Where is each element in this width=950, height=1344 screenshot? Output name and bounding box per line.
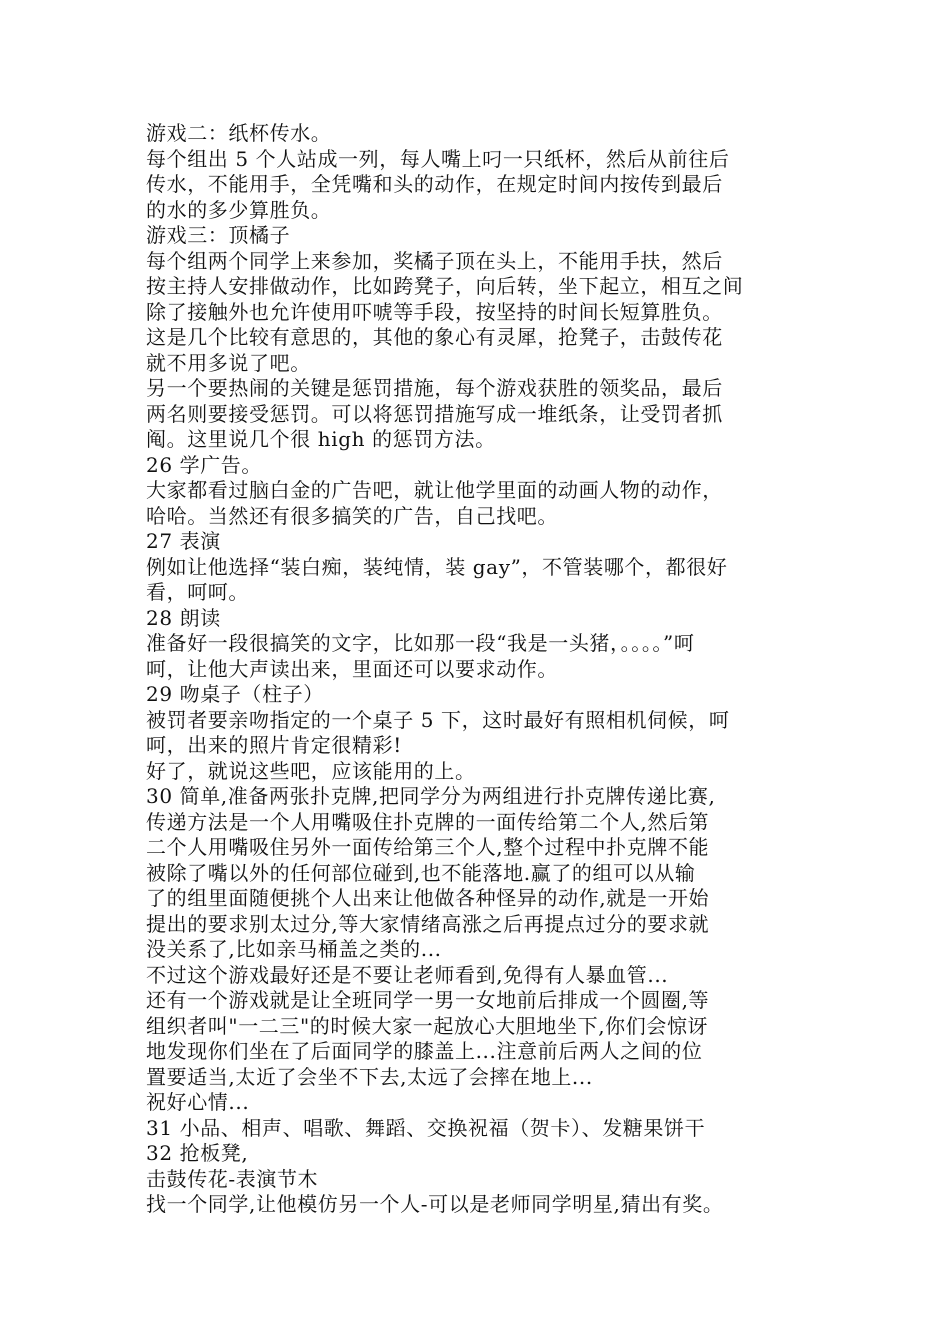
text-line: 32 抢板凳, — [146, 1141, 249, 1165]
text-line: 游戏二：纸杯传水。 — [146, 121, 332, 145]
document-body — [146, 121, 826, 1218]
text-line: 地发现你们坐在了后面同学的膝盖上...注意前后两人之间的位 — [146, 1039, 703, 1063]
text-line: 传递方法是一个人用嘴吸住扑克牌的一面传给第二个人,然后第 — [146, 809, 710, 834]
text-line: 28 朗读 — [146, 605, 221, 630]
text-line: 27 表演 — [146, 529, 221, 553]
text-line: 呵，让他大声读出来，里面还可以要求动作。 — [146, 656, 558, 681]
text-line: 的水的多少算胜负。 — [146, 197, 332, 222]
text-line: 两名则要接受惩罚。可以将惩罚措施写成一堆纸条，让受罚者抓 — [146, 401, 723, 426]
text-line: 二个人用嘴吸住另外一面传给第三个人,整个过程中扑克牌不能 — [146, 835, 710, 859]
text-line: 呵，出来的照片肯定很精彩! — [146, 733, 402, 757]
text-line: 看，呵呵。 — [146, 580, 249, 604]
text-line: 30 简单,准备两张扑克牌,把同学分为两组进行扑克牌传递比赛, — [146, 784, 716, 808]
text-line: 这是几个比较有意思的，其他的象心有灵犀，抢凳子，击鼓传花 — [146, 325, 723, 349]
text-line: 了的组里面随便挑个人出来让他做各种怪异的动作,就是一开始 — [146, 886, 710, 910]
text-line: 击鼓传花-表演节木 — [146, 1166, 319, 1191]
text-line: 提出的要求别太过分,等大家情绪高涨之后再提点过分的要求就 — [146, 911, 710, 936]
text-line: 例如让他选择“装白痴，装纯情，装 gay”，不管装哪个，都很好 — [146, 554, 728, 579]
text-line: 置要适当,太近了会坐不下去,太远了会摔在地上... — [146, 1064, 593, 1089]
text-line: 被罚者要亲吻指定的一个桌子 5 下，这时最好有照相机伺候，呵 — [146, 707, 730, 732]
text-line: 被除了嘴以外的任何部位碰到,也不能落地.赢了的组可以从输 — [146, 860, 696, 885]
text-line: 游戏三：顶橘子 — [146, 223, 291, 247]
text-line: 不过这个游戏最好还是不要让老师看到,免得有人暴血管... — [146, 962, 669, 987]
text-line: 就不用多说了吧。 — [146, 350, 311, 375]
text-line: 没关系了,比如亲马桶盖之类的... — [146, 937, 442, 961]
text-line: 31 小品、相声、唱歌、舞蹈、交换祝福（贺卡）、发糖果饼干 — [146, 1115, 706, 1140]
text-line: 按主持人安排做动作，比如跨凳子，向后转，坐下起立，相互之间 — [146, 274, 744, 298]
text-line: 每个组出 5 个人站成一列，每人嘴上叼一只纸杯，然后从前往后 — [146, 146, 730, 171]
text-line: 29 吻桌子（柱子） — [146, 682, 324, 706]
text-line: 大家都看过脑白金的广告吧，就让他学里面的动画人物的动作， — [146, 478, 723, 502]
text-line: 准备好一段很搞笑的文字，比如那一段“我是一头猪，。。。。”呵 — [146, 631, 695, 655]
text-line: 传水，不能用手，全凭嘴和头的动作，在规定时间内按传到最后 — [146, 172, 723, 196]
text-line: 还有一个游戏就是让全班同学一男一女地前后排成一个圆圈,等 — [146, 988, 710, 1012]
text-line: 哈哈。当然还有很多搞笑的广告，自己找吧。 — [146, 503, 558, 528]
text-line: 另一个要热闹的关键是惩罚措施，每个游戏获胜的领奖品，最后 — [146, 376, 723, 400]
text-line: 每个组两个同学上来参加，奖橘子顶在头上，不能用手扶，然后 — [146, 248, 723, 273]
text-line: 除了接触外也允许使用吓唬等手段，按坚持的时间长短算胜负。 — [146, 299, 723, 324]
text-line: 26 学广告。 — [146, 452, 263, 477]
text-line: 找一个同学,让他模仿另一个人-可以是老师同学明星,猜出有奖。 — [146, 1192, 724, 1216]
text-line: 祝好心情... — [146, 1090, 250, 1114]
text-line: 好了，就说这些吧，应该能用的上。 — [146, 758, 476, 783]
text-line: 阄。这里说几个很 high 的惩罚方法。 — [146, 427, 496, 451]
text-line: 组织者叫"一二三"的时候大家一起放心大胆地坐下,你们会惊讶 — [146, 1013, 709, 1038]
